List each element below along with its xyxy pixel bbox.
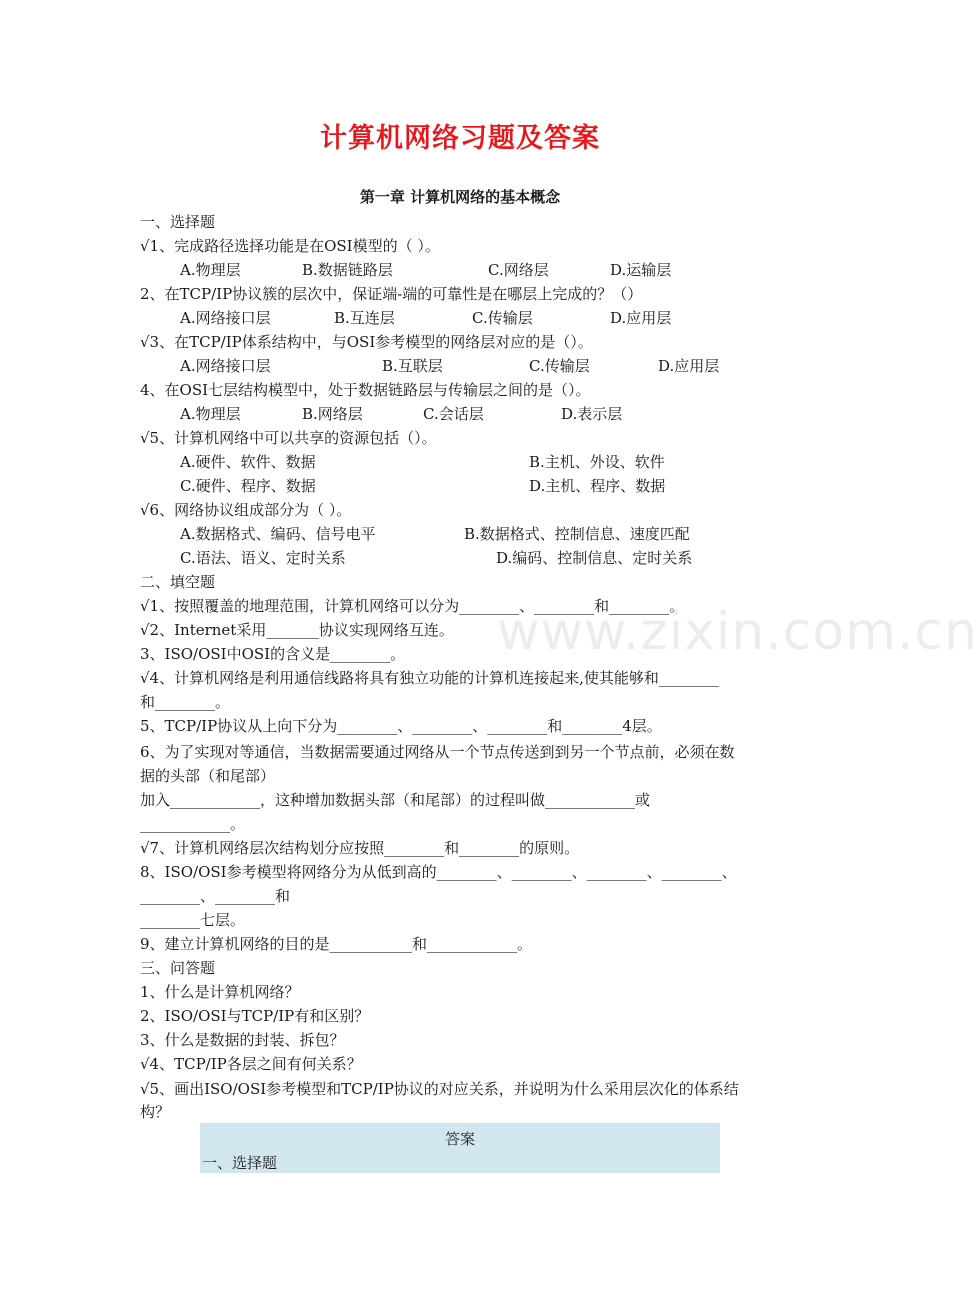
answer-title: 答案	[444, 1130, 475, 1148]
page-title: 计算机网络习题及答案	[320, 123, 600, 154]
fill-question-6: 6、为了实现对等通信，当数据需要通过网络从一个节点传送到到另一个节点前，必须在数	[140, 743, 735, 761]
choice-question-1: √1、完成路径选择功能是在OSI模型的（ ）。	[140, 237, 440, 255]
choice-option: B.互联层	[382, 357, 443, 375]
choice-option: B.互连层	[334, 309, 395, 327]
fill-question-8-cont: ________、________和	[140, 887, 291, 905]
choice-option: D.编码、控制信息、定时关系	[496, 549, 693, 567]
choice-option: D.主机、程序、数据	[529, 477, 666, 495]
qa-question-5-cont: 构？	[140, 1103, 171, 1121]
section-heading-fill: 二、填空题	[140, 573, 216, 591]
fill-question-4: √4、计算机网络是利用通信线路将具有独立功能的计算机连接起来,使其能够和________	[140, 669, 719, 687]
fill-question-8-cont: ________七层。	[140, 911, 246, 929]
fill-question-4-cont: 和________。	[140, 693, 231, 711]
fill-question-6-cont: 据的头部（和尾部）	[140, 767, 276, 785]
fill-question-6-cont: 加入____________，这种增加数据头部（和尾部）的过程叫做____________或	[140, 791, 651, 809]
fill-question-2: √2、Internet采用_______协议实现网络互连。	[140, 621, 454, 639]
qa-question-5: √5、画出ISO/OSI参考模型和TCP/IP协议的对应关系，并说明为什么采用层次化的体系结	[140, 1080, 739, 1098]
choice-option: A.网络接口层	[180, 309, 271, 327]
qa-question-2: 2、ISO/OSI与TCP/IP有和区别？	[140, 1007, 370, 1025]
chapter-heading: 第一章 计算机网络的基本概念	[359, 188, 561, 206]
choice-option: C.语法、语义、定时关系	[180, 549, 346, 567]
choice-option: B.主机、外设、软件	[529, 453, 665, 471]
choice-question-5: √5、计算机网络中可以共享的资源包括（）。	[140, 429, 437, 447]
choice-option: D.表示层	[561, 405, 623, 423]
fill-question-6-cont: ____________。	[140, 815, 246, 833]
choice-option: B.数据格式、控制信息、速度匹配	[464, 525, 690, 543]
qa-question-4: √4、TCP/IP各层之间有何关系？	[140, 1055, 362, 1073]
choice-option: A.数据格式、编码、信号电平	[180, 525, 376, 543]
choice-option: C.传输层	[472, 309, 533, 327]
choice-option: B.网络层	[302, 405, 363, 423]
choice-option: A.物理层	[180, 405, 241, 423]
choice-option: A.硬件、软件、数据	[180, 453, 316, 471]
section-heading-qa: 三、问答题	[140, 959, 216, 977]
answer-section-heading: 一、选择题	[202, 1154, 278, 1172]
choice-option: D.应用层	[610, 309, 672, 327]
fill-question-5: 5、TCP/IP协议从上向下分为________、________、________和________4层。	[140, 717, 662, 735]
choice-option: D.应用层	[658, 357, 720, 375]
choice-option: B.数据链路层	[302, 261, 393, 279]
choice-option: C.网络层	[488, 261, 549, 279]
watermark: www.zixin.com.cn	[497, 602, 978, 662]
answer-box	[200, 1123, 720, 1173]
choice-option: D.运输层	[610, 261, 672, 279]
choice-question-3: √3、在TCP/IP体系结构中，与OSI参考模型的网络层对应的是（）。	[140, 333, 593, 351]
section-heading-choice: 一、选择题	[140, 213, 216, 231]
choice-question-6: √6、网络协议组成部分为（ ）。	[140, 501, 352, 519]
fill-question-1: √1、按照覆盖的地理范围，计算机网络可以分为________、________和________。	[140, 597, 685, 615]
qa-question-1: 1、什么是计算机网络？	[140, 983, 300, 1001]
choice-option: C.传输层	[529, 357, 590, 375]
choice-question-4: 4、在OSI七层结构模型中，处于数据链路层与传输层之间的是（）。	[140, 381, 591, 399]
choice-question-2: 2、在TCP/IP协议簇的层次中，保证端-端的可靠性是在哪层上完成的？（）	[140, 285, 643, 303]
choice-option: A.物理层	[180, 261, 241, 279]
fill-question-7: √7、计算机网络层次结构划分应按照________和________的原则。	[140, 839, 580, 857]
fill-question-8: 8、ISO/OSI参考模型将网络分为从低到高的________、________、________、________、	[140, 863, 737, 881]
fill-question-9: 9、建立计算机网络的目的是___________和____________。	[140, 935, 533, 953]
qa-question-3: 3、什么是数据的封装、拆包？	[140, 1031, 345, 1049]
choice-option: C.会话层	[423, 405, 484, 423]
choice-option: A.网络接口层	[180, 357, 271, 375]
choice-option: C.硬件、程序、数据	[180, 477, 316, 495]
fill-question-3: 3、ISO/OSI中OSI的含义是________。	[140, 645, 406, 663]
